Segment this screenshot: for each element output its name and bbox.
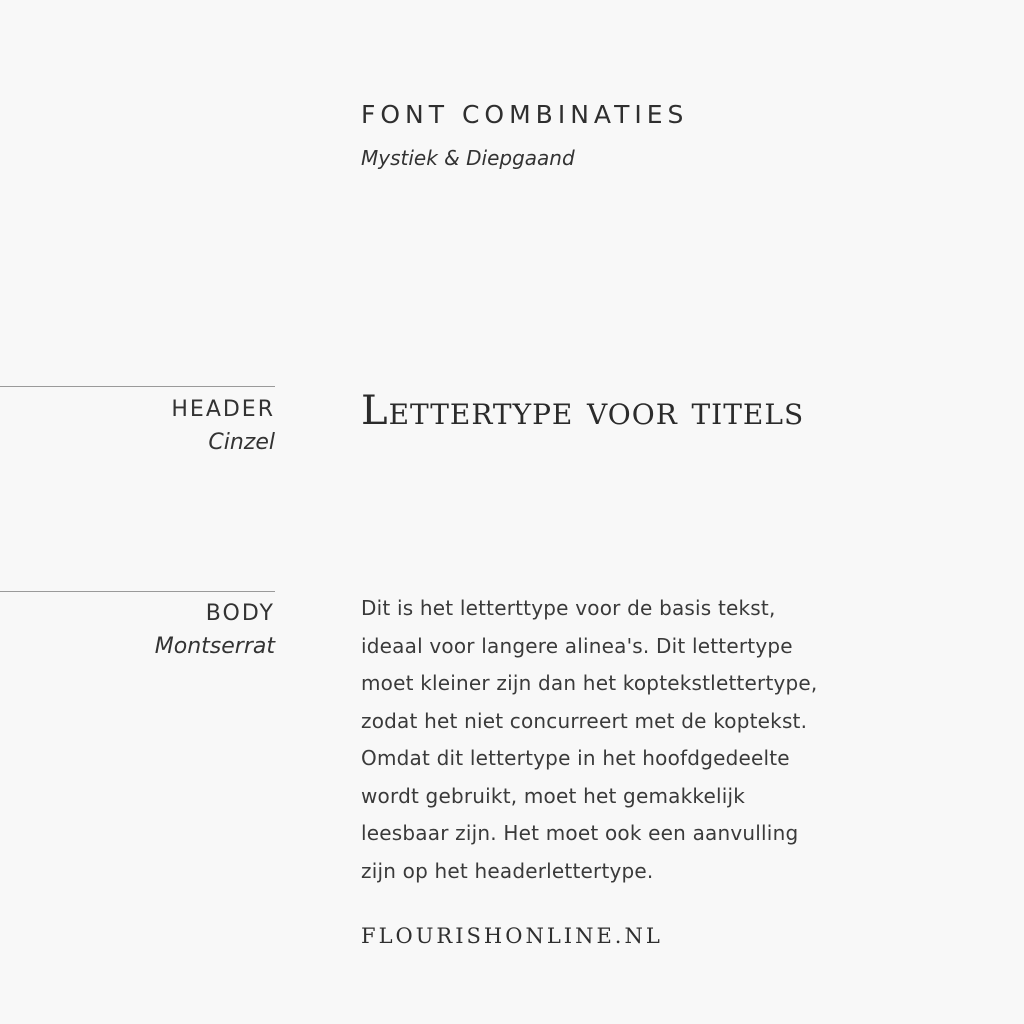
page-subtitle: Mystiek & Diepgaand [361,146,575,170]
body-font-name: Montserrat [154,634,275,659]
header-font-name: Cinzel [208,430,275,455]
header-font-sample: Lettertype voor titels [361,388,805,434]
body-font-sample: Dit is het letterttype voor de basis tekst, ideaal voor langere alinea's. Dit lettertype moet kleiner zijn dan het koptekstlettertype, zodat het niet concurreert met de koptekst. Omdat dit lettertype in het hoofdgedeelte wordt gebruikt, moet het gemakkelijk leesbaar zijn. Het moet ook een aanvulling zijn op het headerlettertype. [361,596,818,883]
footer-website: FLOURISHONLINE.NL [361,924,663,948]
header-divider [0,386,275,387]
body-divider [0,591,275,592]
body-section-label: BODY [205,601,275,626]
header-section-label: HEADER [171,397,275,422]
page-title: FONT COMBINATIES [361,100,689,129]
